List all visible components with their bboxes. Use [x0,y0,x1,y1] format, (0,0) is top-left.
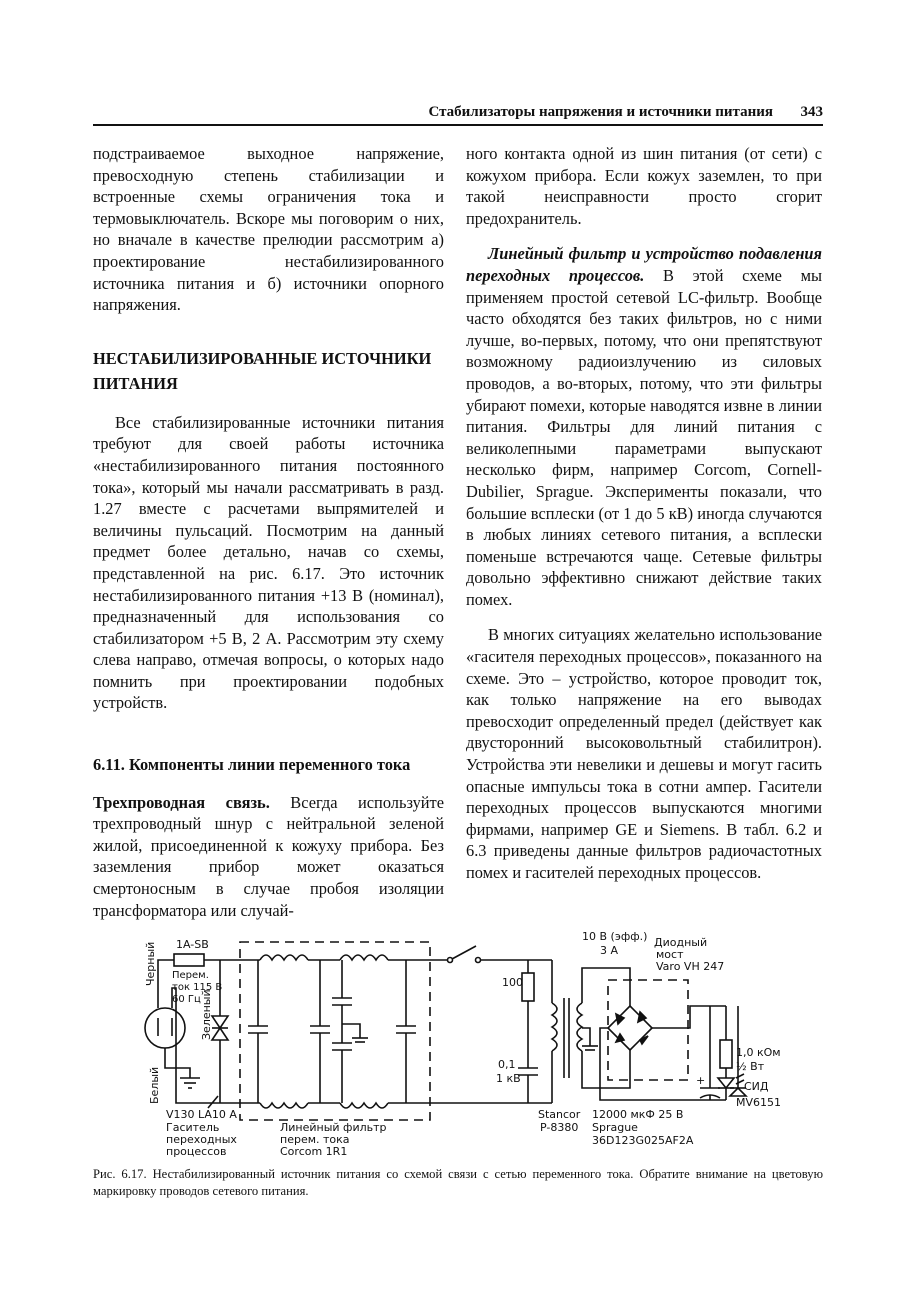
page-number: 343 [800,104,823,120]
switch-icon [452,946,476,959]
bridge-label: Диодный [654,936,708,949]
snubber-cap-voltage-label: 1 кВ [496,1072,521,1085]
paragraph: подстраиваемое выходное напряжение, превосходную степень стабилизации и встроенные схемы ограничения тока и термовыключатель. Вскоре мы поговорим о них, но вначале в качестве прелюдии рассмотрим а) проектирование нестабилизированного источника питания и б) источники опорного напряжения. [93,144,444,315]
resistor-icon [720,1040,732,1068]
paragraph-text: В этой схеме мы применяем простой сетевой LC-фильтр. Вообще часто обходятся без таких фильтров, но с ними лучше, во-первых, потому, что они препятствуют возможному радиоизлучению из силовых проводов, а во-вторых, потому, что эти фильтры убирают помехи, которые наводятся извне в линии питания. Фильтры для линий питания с великолепными параметрами выпускают несколько фирм, например Corcom, Cornell-Dubilier, Sprague. Эксперименты показали, что большие всплески (от 1 до 5 кВ) иногда случаются в любых линиях сетевого питания, а всплески поменьше встречаются чаще. Сетевые фильтры довольно эффективно снижают действие таких помех. [466,265,822,609]
bridge-box [608,980,688,1080]
left-column [93,143,444,921]
ac-label-line: Перем. [172,970,209,981]
ac-label-line: 60 Гц [172,994,201,1005]
running-header [93,102,823,126]
secondary-current-label: 3 А [600,944,619,957]
resistor-100-label: 100 [502,976,523,989]
right-column [466,143,822,884]
bridge-label: Varo VH 247 [656,960,725,973]
fuse-icon [174,954,204,966]
led-icon [718,1078,734,1088]
runin-heading: Трехпроводная связь. [93,792,270,812]
bigcap-label: 36D123G025AF2A [592,1134,694,1147]
cap-polarity-label: + [696,1074,706,1087]
snubber-cap-label: 0,1 [498,1058,516,1071]
figure-caption: Рис. 6.17. Нестабилизированный источник питания со схемой связи с сетью переменного тока. Обратите внимание на цветовую маркировку проводов сетевого питания. [93,1167,823,1198]
wire-black-label: Черный [144,941,157,986]
suppressor-label: Гаситель [166,1121,220,1134]
resistor-power-label: ½ Вт [736,1060,765,1073]
suppressor-icon [212,1016,228,1028]
inductor-icon [260,955,308,960]
led-label: СИД [744,1080,769,1093]
paragraph [466,243,822,610]
section-heading: НЕСТАБИЛИЗИРОВАННЫЕ ИСТОЧНИКИ ПИТАНИЯ [93,348,432,393]
line-filter-box [240,942,430,1120]
inductor-icon [340,955,388,960]
secondary-voltage-label: 10 В (эфф.) [582,930,648,943]
paragraph: Все стабилизированные источники питания требуют для своей работы источника «нестабилизированного питания постоянного тока», который мы начали рассматривать в разд. 1.27 вместе с расчетами выпрямителей и величины пульсаций. Посмотрим на данный предмет более детально, начав со схемы, представленной на рис. 6.17. Это источник нестабилизированного питания +13 В (номинал), предназначенный для использования со стабилизатором +5 В, 2 А. Рассмотрим эту схему слева направо, отмечая вопросы, о которых надо помнить при проектировании подобных устройств. [93,412,444,713]
suppressor-label: процессов [166,1145,227,1158]
filter-label: Линейный фильтр [280,1121,387,1134]
ac-label-line: ток 115 В [172,982,223,993]
resistor-icon [522,973,534,1001]
transformer-label: P-8380 [540,1121,579,1134]
paragraph: В многих ситуациях желательно использование «гасителя переходных процессов», показанного на схеме. Это – устройство, которое проводит ток, как только напряжение на его выводах превосходит определенный предел (действует как двусторонний высоковольтный стабилитрон). Устройства эти невелики и дешевы и могут гасить опасные импульсы тока в сотни ампер. Гасители переходных процессов выпускаются многими фирмами, например GE и Siemens. В табл. 6.2 и 6.3 приведены данные фильтров радиочастотных помех и гасителей переходных процессов. [466,625,822,882]
bigcap-label: 12000 мкФ 25 В [592,1108,684,1121]
ac-plug-icon [145,1008,185,1048]
paragraph-text: Всегда используйте трехпроводный шнур с нейтральной зеленой жилой, присоединенной к кожуху прибора. Без заземления прибор может оказаться смертоносным в случае пробоя изоляции трансформатора или случай- [93,792,444,920]
circuit-diagram [130,928,810,1160]
runin-heading: Линейный фильтр и устройство подавления переходных процессов. [466,244,822,285]
diode-icon [616,1014,624,1024]
suppressor-part-label: V130 LA10 A [166,1108,237,1121]
wire-green-label: Зеленый [200,989,213,1040]
fuse-label: 1A-SB [176,938,209,951]
paragraph: ного контакта одной из шин питания (от сети) с кожухом прибора. Если кожух заземлен, то при такой неисправности просто сгорит предохранитель. [466,144,822,228]
bigcap-label: Sprague [592,1121,638,1134]
tvs-output-label: MV6151 [736,1096,782,1109]
running-title: Стабилизаторы напряжения и источники питания [428,104,773,120]
wire-white-label: Белый [148,1066,161,1104]
filter-label: Corcom 1R1 [280,1145,348,1158]
filter-label: перем. тока [280,1133,350,1146]
paragraph [93,792,444,922]
suppressor-label: переходных [166,1133,237,1146]
bridge-label: мост [656,948,684,961]
transformer-icon [552,1003,557,1051]
resistor-1k-label: 1,0 кОм [736,1046,781,1059]
subsection-heading: 6.11. Компоненты линии переменного тока [93,755,411,775]
transformer-label: Stancor [538,1108,581,1121]
figure-6-17 [130,928,810,1160]
